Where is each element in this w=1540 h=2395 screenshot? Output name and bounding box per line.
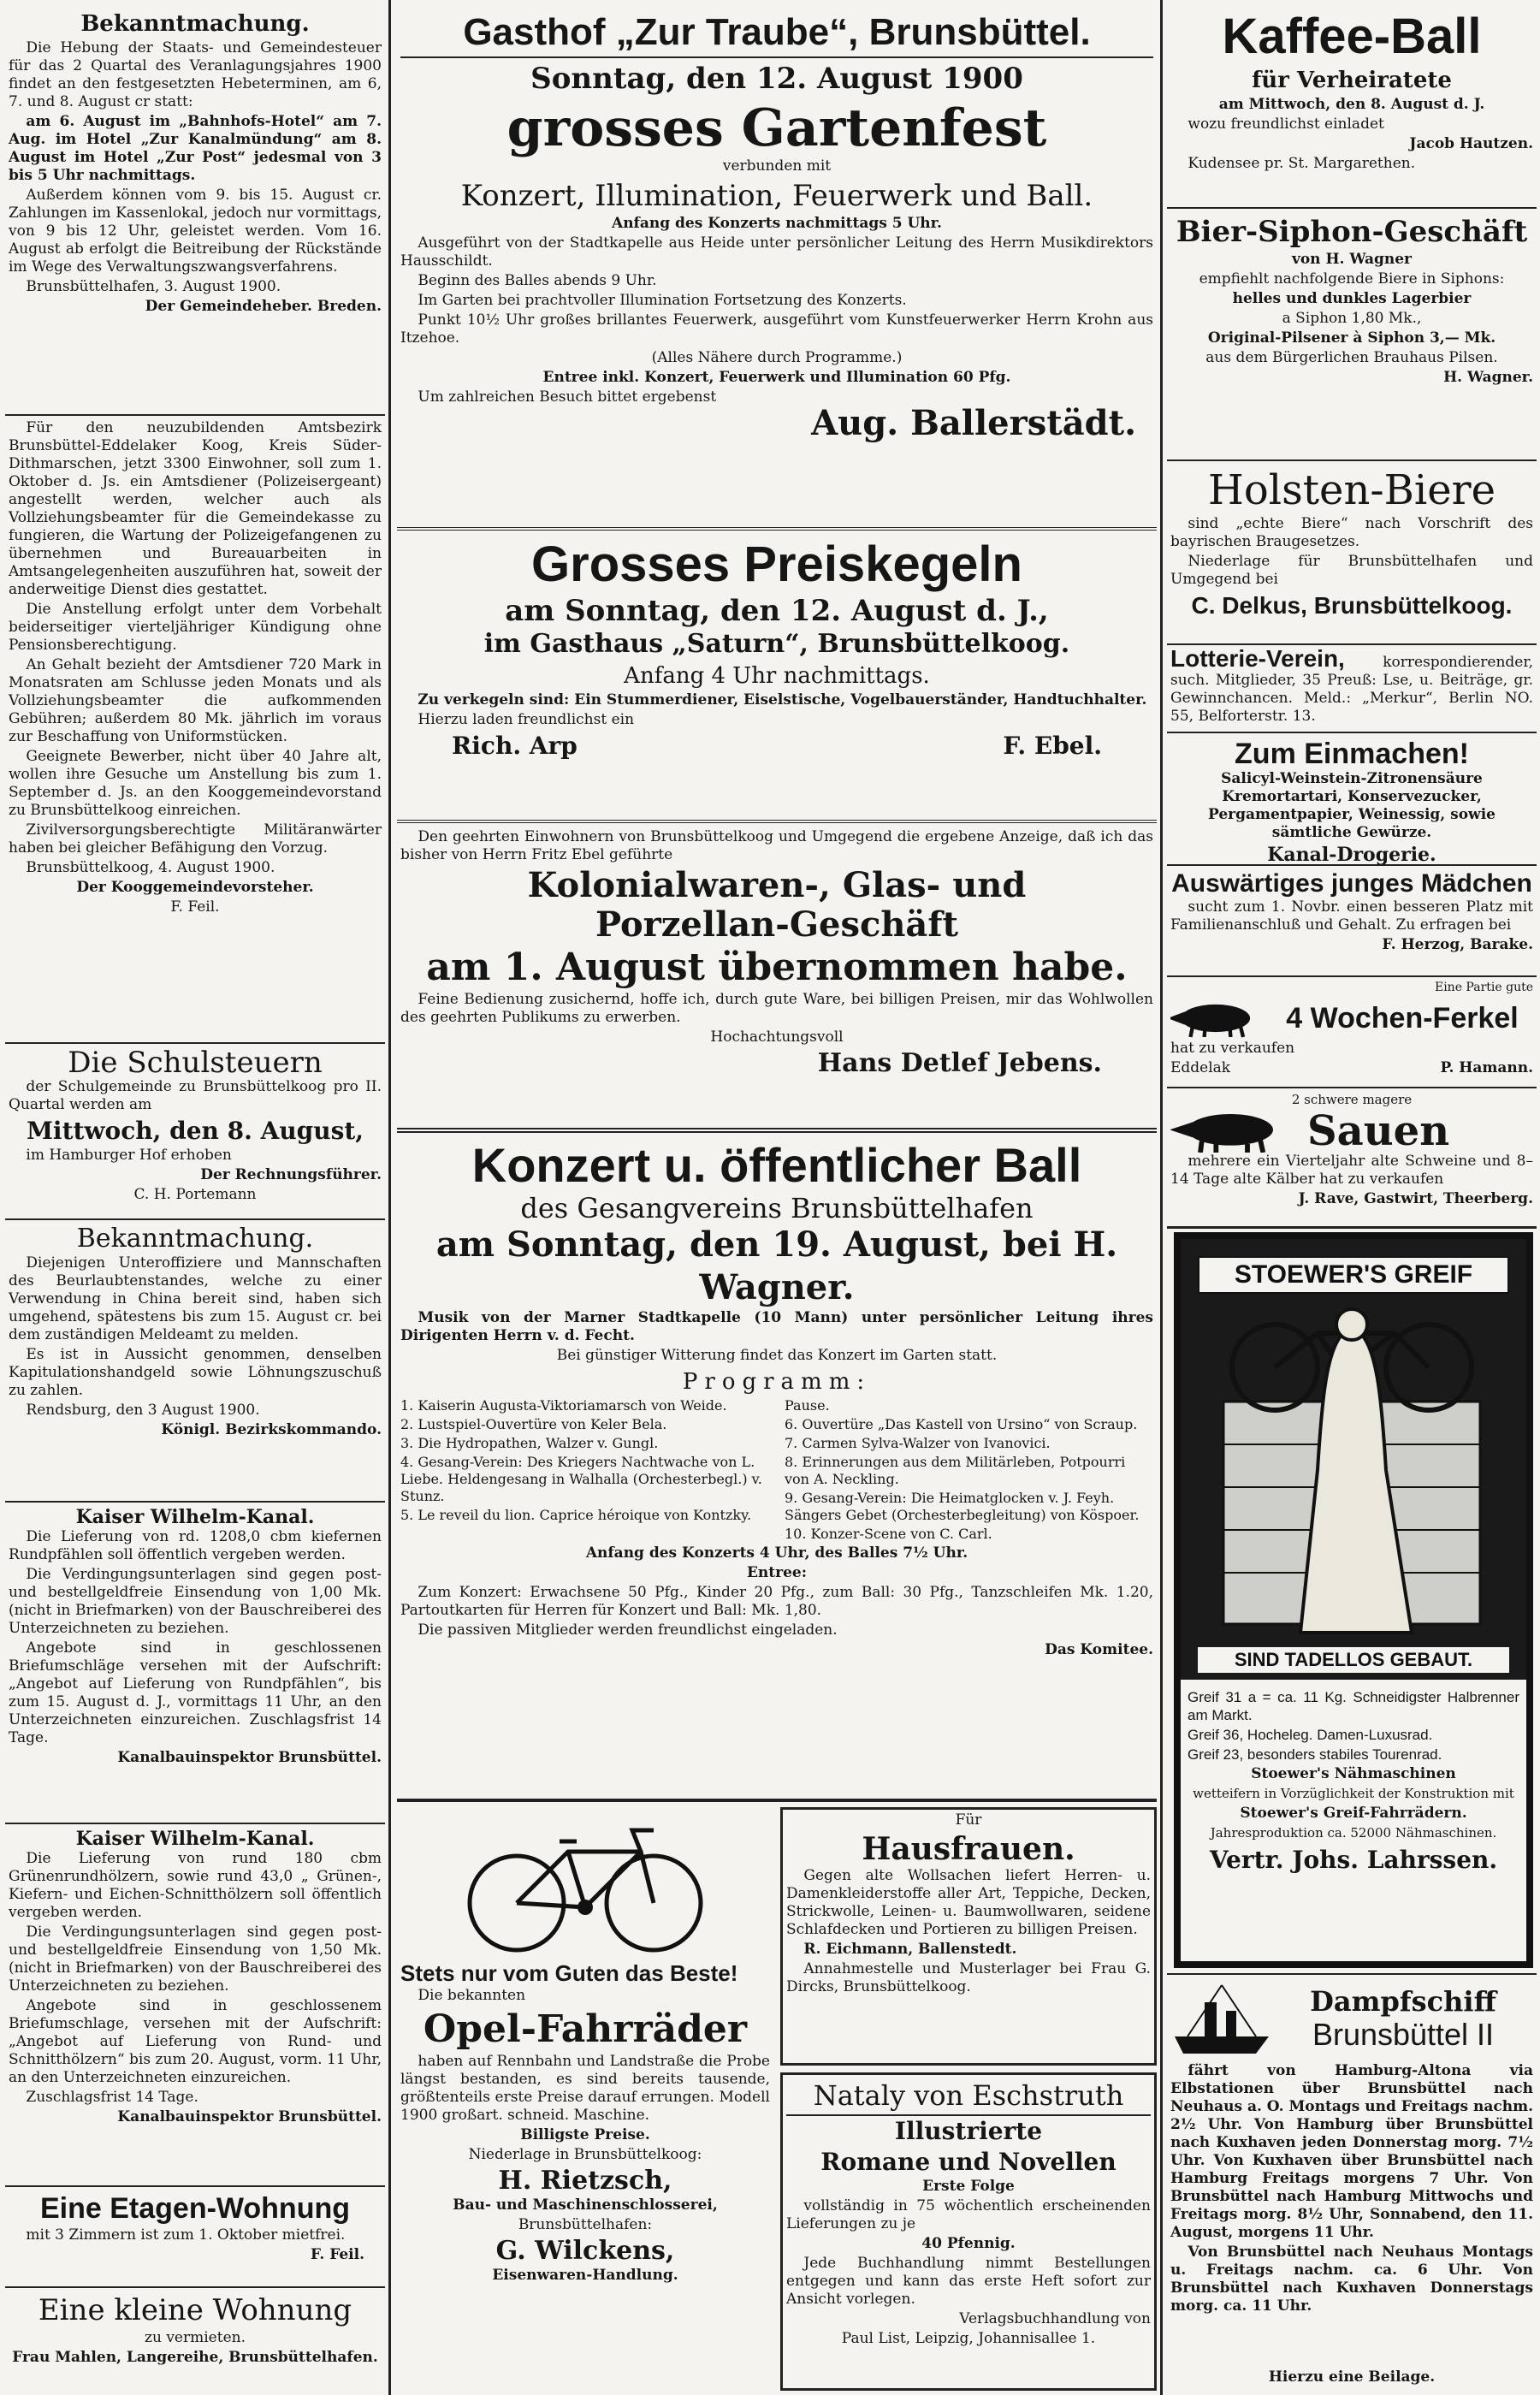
ad-title: Holsten-Biere: [1208, 466, 1496, 514]
ad-canal-timber: [5, 1826, 385, 2187]
brand-name: STOEWER'S GREIF: [1198, 1256, 1509, 1294]
ad-text: Kudensee pr. St. Margarethen.: [1188, 155, 1416, 172]
ad-text: Die bekannten: [418, 1987, 526, 2004]
ad-text: sucht zum 1. Novbr. einen besseren Platz mit Familienanschluß und Gehalt. Zu erfragen bei: [1170, 898, 1533, 934]
ad-headline: Kolonialwaren-, Glas- und: [527, 865, 1027, 905]
ad-text: Hierzu laden freundlichst ein: [418, 711, 635, 728]
ad-text: (Alles Nähere durch Programme.): [651, 349, 903, 366]
ad-text: Die Lieferung von rund 180 cbm Grünenrundhölzern, sowie rund 43,0 „ Grünen-, Kiefern- und Eichen-Schnitthölzern soll öffentlich vergeben werden.: [9, 1850, 382, 1921]
ad-text: Ausgeführt von der Stadtkapelle aus Heide unter persönlicher Leitung des Herrn Musikdirektors Hausschildt.: [400, 234, 1153, 270]
ad-text: Zu verkegeln sind: Ein Stummerdiener, Eiselstische, Vogelbauerständer, Handtuchhalter.: [418, 691, 1147, 708]
ad-title: Sauen: [1307, 1107, 1450, 1155]
ad-opel-bicycles: [397, 1807, 773, 2392]
ad-title: Bekanntmachung.: [80, 11, 310, 37]
ad-text: Feine Bedienung zusichernd, hoffe ich, durch gute Ware, bei billigen Preisen, mir das Wohlwollen des geehrten Publikums zu erwerben.: [400, 991, 1153, 1026]
ad-title: Zum Einmachen!: [1235, 738, 1469, 770]
ad-signature: Rich. Arp: [452, 732, 578, 760]
ad-text: Annahmestelle und Musterlager bei Frau G. Dircks, Brunsbüttelkoog.: [786, 1960, 1151, 1995]
ad-signature: F. Herzog, Barake.: [1382, 936, 1533, 953]
ad-title: Nataly von Eschstruth: [786, 2077, 1151, 2116]
ad-signatures: [400, 731, 1153, 762]
column-rule: [1160, 0, 1163, 2395]
ad-signature-name: C. H. Portemann: [133, 1186, 257, 1203]
ad-text: Salicyl-Weinstein-Zitronensäure Kremortartari, Konservezucker, Pergamentpapier, Weinessig, sowie sämtliche Gewürze.: [1208, 770, 1496, 841]
column-rule: [388, 0, 391, 2395]
ad-subheadline: für Verheiratete: [1252, 68, 1452, 93]
ad-preserving: [1167, 736, 1537, 866]
ad-text: R. Eichmann, Ballenstedt.: [803, 1941, 1017, 1958]
product-line: Greif 36, Hocheleg. Damen-Luxusrad.: [1188, 1727, 1433, 1743]
ad-text: zu vermieten.: [145, 2329, 246, 2346]
ad-date: Brunsbüttelkoog, 4. August 1900.: [26, 859, 275, 876]
ad-small-apartment: [5, 2290, 385, 2392]
ad-signature: Der Kooggemeindevorsteher.: [76, 879, 314, 896]
ad-signature: F. Ebel.: [1003, 732, 1102, 760]
ad-date: Rendsburg, den 3 August 1900.: [26, 1402, 260, 1419]
ad-subheadline: des Gesangvereins Brunsbüttelhafen: [520, 1192, 1034, 1224]
ad-text: Für den neuzubildenden Amtsbezirk Brunsbüttel-Eddelaker Koog, Kreis Süder-Dithmarschen, jetzt 3300 Einwohner, soll zum 1. Oktober d. Js. ein Amtsdiener (Polizeisergeant) angestellt werden, welcher auch als Vollziehungsbeamter für die Gemeindekasse zu fungieren, die Wartung der Polizeigefangenen zu übernehmen und Bureauarbeiten in Amtsangelegenheiten auszuführen hat, soweit der anderweitige Dienst dies gestattet.: [9, 419, 382, 598]
program-left: [400, 1397, 769, 1544]
ad-text: vollständig in 75 wöchentlich erscheinenden Lieferungen zu je: [786, 2197, 1151, 2232]
program-item: 9. Gesang-Verein: Die Heimatglocken v. J. Feyh. Sängers Gebet (Orchesterbegleitung) von Köspoer.: [785, 1490, 1140, 1523]
ad-title: Auswärtiges junges Mädchen: [1171, 869, 1532, 898]
ad-text: Erste Folge: [922, 2178, 1015, 2195]
ad-signature: J. Rave, Gastwirt, Theerberg.: [1298, 1190, 1533, 1207]
ad-text: Stoewer's Nähmaschinen: [1251, 1765, 1456, 1782]
ad-canal-piles: [5, 1504, 385, 1824]
ad-text: mit 3 Zimmern ist zum 1. Oktober mietfrei.: [26, 2226, 346, 2244]
ad-sows: [1167, 1090, 1537, 1229]
ad-text: verbunden mit: [722, 157, 832, 175]
ad-signature: C. Delkus, Brunsbüttelkoog.: [1191, 592, 1513, 619]
ad-colonial-goods: [397, 827, 1157, 1133]
ad-title: 4 Wochen-Ferkel: [1286, 1002, 1519, 1034]
ad-title: Eine kleine Wohnung: [38, 2293, 352, 2327]
ad-housewives: [780, 1807, 1157, 2066]
ad-highlight: Mittwoch, den 8. August,: [26, 1117, 364, 1145]
ad-text: Zivilversorgungsberechtigte Militäranwärter haben bei gleicher Befähigung den Vorzug.: [9, 821, 382, 857]
ad-signature: Kanalbauinspektor Brunsbüttel.: [117, 1749, 382, 1766]
ad-subheadline: am Sonntag, den 12. August d. J.,: [505, 594, 1049, 628]
ad-text: empfiehlt nachfolgende Biere in Siphons:: [1199, 270, 1505, 288]
ad-text: Angebote sind in geschlossenen Briefumschläge versehen mit der Aufschrift: „Angebot auf Lieferung von Rundpfählen“, bis zum 15. August d. J., vormittags 11 Uhr, an den Unterzeichneten einzureichen. Zuschlagsfrist 14 Tage.: [9, 1639, 382, 1746]
ad-signature: F. Feil.: [311, 2246, 364, 2263]
ad-text: wetteifern in Vorzüglichkeit der Konstruktion mit: [1193, 1786, 1514, 1801]
program-item: 5. Le reveil du lion. Caprice héroique von Kontzky.: [400, 1507, 752, 1523]
ad-text: Brunsbüttelhafen:: [518, 2216, 653, 2233]
price: a Siphon 1,80 Mk.,: [1282, 310, 1422, 327]
ship-name: Brunsbüttel II: [1312, 2017, 1495, 2052]
program-item: 7. Carmen Sylva-Walzer von Ivanovici.: [785, 1435, 1051, 1451]
ad-text: 2 schwere magere: [1291, 1092, 1413, 1107]
ad-text: hat zu verkaufen: [1170, 1040, 1295, 1057]
ad-signature: Frau Mahlen, Langereihe, Brunsbüttelhafen.: [12, 2349, 378, 2366]
ad-text: Bei günstiger Witterung findet das Konzert im Garten statt.: [556, 1347, 998, 1364]
ad-text: Für: [955, 1811, 982, 1829]
ad-text: korrespondierender, such. Mitglieder, 35 Preuß: Lse, u. Beiträge, gr. Gewinnchancen. Meld.: „Merkur“, Berlin NO. 55, Belforterstr. 13.: [1170, 654, 1533, 725]
ad-text: Verlagsbuchhandlung von: [959, 2310, 1151, 2327]
price: Original-Pilsener à Siphon 3,— Mk.: [1207, 329, 1496, 347]
ad-apartment: [5, 2189, 385, 2288]
ad-tax-notice: [5, 7, 385, 416]
ad-text: Niederlage in Brunsbüttelkoog:: [468, 2146, 702, 2163]
ad-text: Stoewer's Greif-Fahrrädern.: [1240, 1805, 1467, 1822]
ad-stoewer-greif: [1174, 1232, 1533, 1968]
ad-text: Entree inkl. Konzert, Feuerwerk und Illumination 60 Pfg.: [542, 369, 1011, 386]
ad-text: Um zahlreichen Besuch bittet ergebenst: [418, 388, 717, 406]
ad-school-tax: [5, 1046, 385, 1220]
ad-signature-name: F. Feil.: [170, 898, 220, 916]
ad-title: Grosses Preiskegeln: [531, 537, 1022, 592]
ad-title: Hausfrauen.: [862, 1831, 1075, 1867]
ad-text: helles und dunkles Lagerbier: [1232, 290, 1472, 307]
ad-text: Es ist in Aussicht genommen, denselben Kapitulationshandgeld sowie Löhnungszuschuß zu zahlen.: [9, 1346, 382, 1399]
ad-text: Musik von der Marner Stadtkapelle (10 Mann) unter persönlicher Leitung ihres Dirigenten Herrn v. d. Fecht.: [400, 1309, 1153, 1344]
ad-headline: Porzellan-Geschäft: [595, 904, 959, 945]
dealer-trade: Bau- und Maschinenschlosserei,: [453, 2196, 718, 2214]
program-list: [400, 1397, 1153, 1544]
ad-text: Anfang des Konzerts 4 Uhr, des Balles 7½ Uhr.: [585, 1544, 968, 1562]
program-item: 2. Lustspiel-Ouvertüre von Keler Bela.: [400, 1416, 667, 1432]
ad-signature: Der Gemeindeheber. Breden.: [145, 298, 382, 315]
ad-signature: Das Komitee.: [1045, 1641, 1153, 1658]
supplement-note: [1167, 2367, 1537, 2392]
ad-text: Hochachtungsvoll: [710, 1029, 844, 1046]
ad-text: Die Anstellung erfolgt unter dem Vorbehalt beiderseitiger vierteljähriger Kündigung ohne Pensionsberechtigung.: [9, 601, 382, 654]
ad-title: Kaiser Wilhelm-Kanal.: [75, 1828, 315, 1850]
ad-subheadline: im Gasthaus „Saturn“, Brunsbüttelkoog.: [483, 629, 1070, 659]
ad-title: Eine Etagen-Wohnung: [39, 2192, 350, 2225]
program-item: 6. Ouvertüre „Das Kastell von Ursino“ von Scraup.: [785, 1416, 1138, 1432]
program-item: 4. Gesang-Verein: Des Kriegers Nachtwache von L. Liebe. Heldengesang in Walhalla (Orchesterbegl.) v. Stunz.: [400, 1454, 762, 1504]
ad-text: am Mittwoch, den 8. August d. J.: [1218, 96, 1485, 113]
ad-beer-siphon: [1167, 211, 1537, 461]
ad-text: Zuschlagsfrist 14 Tage.: [26, 2089, 198, 2106]
ad-title: Bekanntmachung.: [76, 1224, 314, 1254]
ad-text: am 6. August im „Bahnhofs-Hotel“ am 7. Aug. im Hotel „Zur Kanalmündung“ am 8. August im Hotel „Zur Post“ jedesmal von 3 bis 5 Uhr nachmittags.: [9, 113, 382, 184]
ad-text: im Hamburger Hof erhoben: [26, 1147, 232, 1164]
program-item: 3. Die Hydropathen, Walzer v. Gungl.: [400, 1435, 659, 1451]
ad-signature: Hans Detlef Jebens.: [817, 1048, 1102, 1078]
ad-text: fährt von Hamburg-Altona via Elbstationen über Brunsbüttel nach Neuhaus a. O. Montags und Freitags nachm. 2½ Uhr. Von Hamburg über Brunsbüttel nach Kuxhaven jeden Donnerstag morg. 7½ Uhr. Von Kuxhaven über Brunsbüttel nach Hamburg Freitags morgens 7 Uhr. Von Brunsbüttel nach Hamburg Mittwochs und Freitags morg. 8½ Uhr, Sonnabend, den 11. August, morgens 11 Uhr.: [1170, 2062, 1533, 2241]
ad-signature: Kanal-Drogerie.: [1267, 844, 1436, 866]
sow-illustration: [1170, 1110, 1290, 1153]
ad-text: Beginn des Balles abends 9 Uhr.: [418, 272, 657, 289]
ad-text: der Schulgemeinde zu Brunsbüttelkoog pro II. Quartal werden am: [9, 1078, 382, 1113]
ad-court-officer-vacancy: [5, 418, 385, 1044]
ad-subheadline: Anfang 4 Uhr nachmittags.: [624, 663, 930, 689]
ad-text: Die Hebung der Staats- und Gemeindesteuer für das 2 Quartal des Veranlagungsjahres 1900 findet an den festgesetzten Hebeterminen, am 6, 7. und 8. August cr statt:: [9, 39, 382, 110]
ad-text: Jahresproduktion ca. 52000 Nähmaschinen.: [1210, 1825, 1497, 1841]
product-line: Greif 23, besonders stabiles Tourenrad.: [1188, 1746, 1442, 1763]
program-right: [785, 1397, 1153, 1544]
ad-book-series: [780, 2072, 1157, 2391]
ad-young-woman: [1167, 868, 1537, 977]
ad-signature: P. Hamann.: [1440, 1059, 1533, 1076]
ad-title: Kaiser Wilhelm-Kanal.: [75, 1506, 315, 1528]
ad-title: Lotterie-Verein,: [1170, 648, 1345, 672]
ad-title: Konzert u. öffentlicher Ball: [471, 1138, 1082, 1192]
ad-subheadline: Illustrierte: [894, 2117, 1043, 2145]
ad-text: Niederlage für Brunsbüttelhafen und Umgegend bei: [1170, 553, 1533, 588]
dealer-name: H. Rietzsch,: [498, 2166, 672, 2196]
ad-text: Entree:: [746, 1564, 808, 1581]
ad-text: An Gehalt bezieht der Amtsdiener 720 Mark in Monatsraten am Schlusse jeden Monats und als Vollziehungsbeamter die aufkommenden Gebühren; außerdem 80 Mk. jährlich im voraus zur Beschaffung von Uniformstücken.: [9, 656, 382, 745]
ad-signature: H. Wagner.: [1443, 369, 1533, 386]
dealer-name: G. Wilckens,: [495, 2236, 675, 2266]
ad-text: Angebote sind in geschlossenem Briefumschlage, versehen mit der Aufschrift: „Angebot auf Lieferung von Rund- und Schnitthölzern“ bis zum 20. August, vorm. 11 Uhr, an den Unterzeichneten einzureichen.: [9, 1997, 382, 2086]
ad-text: wozu freundlichst einladet: [1188, 116, 1384, 133]
event-date: Sonntag, den 12. August 1900: [530, 62, 1023, 96]
woman-with-bicycle-icon: [1181, 1299, 1523, 1641]
ad-title: Die Schulsteuern: [68, 1046, 323, 1080]
bicycle-illustration: [457, 1817, 714, 1954]
ad-piglets: [1167, 979, 1537, 1088]
ad-text: Punkt 10½ Uhr großes brillantes Feuerwerk, ausgeführt vom Kunstfeuerwerker Herrn Krohn aus Itzehoe.: [400, 311, 1153, 347]
ad-title: Gasthof „Zur Traube“, Brunsbüttel.: [400, 9, 1153, 58]
program-title: Programm:: [682, 1369, 872, 1395]
ad-title: Bier-Siphon-Geschäft: [1176, 215, 1528, 249]
supplement-text: Hierzu eine Beilage.: [1268, 2368, 1436, 2386]
ad-steamship: [1167, 1973, 1537, 2365]
ad-signature: Kanalbauinspektor Brunsbüttel.: [117, 2108, 382, 2125]
ad-date: Brunsbüttelhafen, 3. August 1900.: [26, 278, 281, 295]
steamship-icon: [1170, 1977, 1273, 2062]
ad-text: sind „echte Biere“ nach Vorschrift des bayrischen Braugesetzes.: [1170, 515, 1533, 550]
ad-text: Im Garten bei prachtvoller Illumination Fortsetzung des Konzerts.: [418, 292, 907, 309]
ad-text: mehrere ein Vierteljahr alte Schweine und 8–14 Tage alte Kälber hat zu verkaufen: [1170, 1153, 1533, 1188]
ad-title: Opel-Fahrräder: [423, 2007, 748, 2051]
ad-text: Jede Buchhandlung nimmt Bestellungen entgegen und kann das erste Heft sofort zur Ansicht vorlegen.: [786, 2255, 1151, 2308]
ad-headline: am 1. August übernommen habe.: [426, 946, 1128, 989]
ad-text: Die Verdingungsunterlagen sind gegen post- und bestellgeldfreie Einsendung von 1,00 Mk. (nicht in Briefmarken) von der Bauschreiberei des Unterzeichneten zu beziehen.: [9, 1566, 382, 1637]
ad-text: Außerdem können vom 9. bis 15. August cr. Zahlungen im Kassenlokal, jedoch nur vormittags, von 9 bis 12 Uhr, geleistet werden. Vom 16. August ab erfolgt die Beitreibung der Rückstände im Wege des Verwaltungszwangsverfahrens.: [9, 187, 382, 276]
ad-text: Billigste Preise.: [520, 2126, 650, 2143]
product-line: Greif 31 a = ca. 11 Kg. Schneidigster Halbrenner am Markt.: [1188, 1689, 1519, 1723]
ad-text: aus dem Bürgerlichen Brauhaus Pilsen.: [1205, 349, 1498, 366]
ad-text: Eine Partie gute: [1434, 981, 1533, 994]
ad-title: Dampfschiff: [1310, 1985, 1496, 2018]
ad-text: Die passiven Mitglieder werden freundlichst eingeladen.: [418, 1621, 838, 1639]
ad-headline: grosses Gartenfest: [506, 98, 1047, 158]
ad-subheadline: Konzert, Illumination, Feuerwerk und Ball.: [460, 179, 1093, 213]
ad-subheadline: Romane und Novellen: [820, 2148, 1116, 2176]
publisher: Paul List, Leipzig, Johannisallee 1.: [841, 2330, 1096, 2347]
ad-text: Anfang des Konzerts nachmittags 5 Uhr.: [612, 215, 942, 232]
ad-text: Diejenigen Unteroffiziere und Mannschaften des Beurlaubtenstandes, welche zu einer Verwendung in China bereit sind, haben sich umgehend, spätestens bis zum 15. August cr. bei dem zuständigen Meldeamt zu melden.: [9, 1254, 382, 1343]
ad-text: haben auf Rennbahn und Landstraße die Probe längst bestanden, es sind bereits tausende, größtenteils erste Preise darauf errungen. Modell 1900 großart. schneid. Maschine.: [400, 2053, 770, 2124]
ad-signature: Der Rechnungsführer.: [200, 1166, 382, 1183]
event-date: am Sonntag, den 19. August, bei H. Wagner.: [435, 1224, 1118, 1307]
ad-text: Die Verdingungsunterlagen sind gegen post- und bestellgeldfreie Einsendung von 1,50 Mk. (nicht in Briefmarken) von der Bauschreiberei des Unterzeichneten zu beziehen.: [9, 1924, 382, 1995]
ad-holsten-beer: [1167, 464, 1537, 645]
ad-signature: Vertr. Johs. Lahrssen.: [1209, 1846, 1498, 1874]
ad-signature: Aug. Ballerstädt.: [811, 403, 1136, 443]
ad-lottery: [1167, 648, 1537, 733]
ad-signature: Jacob Hautzen.: [1409, 135, 1533, 152]
ad-signature: Königl. Bezirkskommando.: [161, 1421, 382, 1438]
program-item: 10. Konzer-Scene von C. Carl.: [785, 1526, 992, 1542]
ad-military-notice: [5, 1222, 385, 1503]
ad-text: Den geehrten Einwohnern von Brunsbüttelkoog und Umgegend die ergebene Anzeige, daß ich das bisher von Herrn Fritz Ebel geführte: [400, 828, 1153, 863]
ad-garden-festival: [397, 7, 1157, 531]
pig-illustration: [1170, 999, 1265, 1038]
price: 40 Pfennig.: [921, 2235, 1016, 2252]
ad-text: Von Brunsbüttel nach Neuhaus Montags u. Freitags nachm. ca. 6 Uhr. Von Brunsbüttel nach Kuxhaven Donnerstags morg. ca. 11 Uhr.: [1170, 2244, 1533, 2315]
slogan: SIND TADELLOS GEBAUT.: [1198, 1647, 1509, 1673]
ad-bowling: [397, 534, 1157, 823]
ad-title: Kaffee-Ball: [1222, 9, 1482, 64]
program-item: 1. Kaiserin Augusta-Viktoriamarsch von Weide.: [400, 1397, 727, 1414]
ad-text: Zum Konzert: Erwachsene 50 Pfg., Kinder 20 Pfg., zum Ball: 30 Pfg., Tanzschleifen Mk. 1.20, Partoutkarten für Herren für Konzert und Ball: Mk. 1,80.: [400, 1584, 1153, 1619]
ad-text: Geeignete Bewerber, nicht über 40 Jahre alt, wollen ihre Gesuche um Anstellung bis zum 1. September d. Js. an den Kooggemeindevorstand zu Brunsbüttelkoog einreichen.: [9, 748, 382, 819]
ad-text: von H. Wagner: [1291, 251, 1413, 268]
program-item: 8. Erinnerungen aus dem Militärleben, Potpourri von A. Neckling.: [785, 1454, 1126, 1487]
ad-place: Eddelak: [1170, 1059, 1231, 1076]
ad-text: Die Lieferung von rd. 1208,0 cbm kiefernen Rundpfählen soll öffentlich vergeben werden.: [9, 1528, 382, 1563]
ad-concert-ball: [397, 1136, 1157, 1802]
stoewer-illustration: [1181, 1239, 1526, 1680]
dealer-trade: Eisenwaren-Handlung.: [492, 2267, 678, 2284]
ad-text: Gegen alte Wollsachen liefert Herren- u. Damenkleiderstoffe aller Art, Teppiche, Decken, Strickwolle, Leinen- u. Baumwollwaren, seidene Schlafdecken und Portieren zu billigen Preisen.: [786, 1867, 1151, 1938]
program-item: Pause.: [785, 1397, 830, 1414]
ad-slogan: Stets nur vom Guten das Beste!: [400, 1960, 738, 1986]
ad-coffee-ball: [1167, 7, 1537, 209]
